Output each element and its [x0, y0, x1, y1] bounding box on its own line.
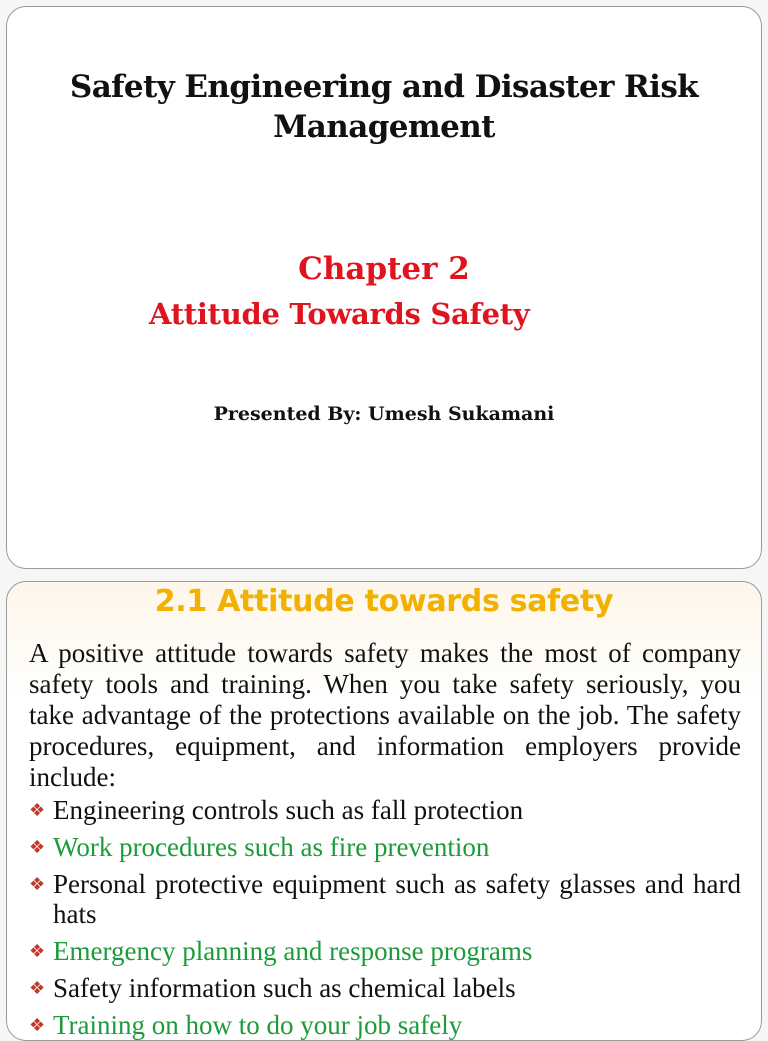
diamond-bullet-icon: ❖	[29, 800, 46, 820]
list-item	[29, 869, 741, 929]
diamond-bullet-icon: ❖	[29, 837, 46, 857]
list-item	[29, 832, 741, 862]
intro-paragraph: A positive attitude towards safety makes the most of company safety tools and training. When you take safety seriously, you take advantage of the protections available on the job. The safety procedures, equipment, and information employers provide include:	[29, 638, 741, 792]
list-item	[29, 1010, 741, 1040]
list-item-text: Engineering controls such as fall protection	[53, 795, 524, 825]
diamond-bullet-icon: ❖	[29, 941, 46, 961]
list-item-text: Work procedures such as fire prevention	[53, 832, 490, 862]
diamond-bullet-icon: ❖	[29, 874, 46, 894]
bullet-list	[29, 795, 741, 1041]
list-item	[29, 973, 741, 1003]
chapter-subtitle: Attitude Towards Safety	[149, 297, 530, 331]
diamond-bullet-icon: ❖	[29, 1015, 46, 1035]
section-heading: 2.1 Attitude towards safety	[154, 584, 614, 619]
content-slide	[6, 581, 762, 1041]
list-item-text: Personal protective equipment such as safety glasses and hard hats	[53, 869, 741, 929]
list-item	[29, 936, 741, 966]
presenter-line: Presented By: Umesh Sukamani	[213, 403, 555, 425]
list-item-text: Emergency planning and response programs	[53, 936, 533, 966]
list-item	[29, 795, 741, 825]
title-slide	[6, 6, 762, 569]
chapter-label: Chapter 2	[298, 251, 470, 287]
list-item-text: Training on how to do your job safely	[53, 1010, 463, 1040]
list-item-text: Safety information such as chemical labels	[53, 973, 516, 1003]
slide-title: Safety Engineering and Disaster Risk Management	[69, 69, 699, 145]
diamond-bullet-icon: ❖	[29, 978, 46, 998]
